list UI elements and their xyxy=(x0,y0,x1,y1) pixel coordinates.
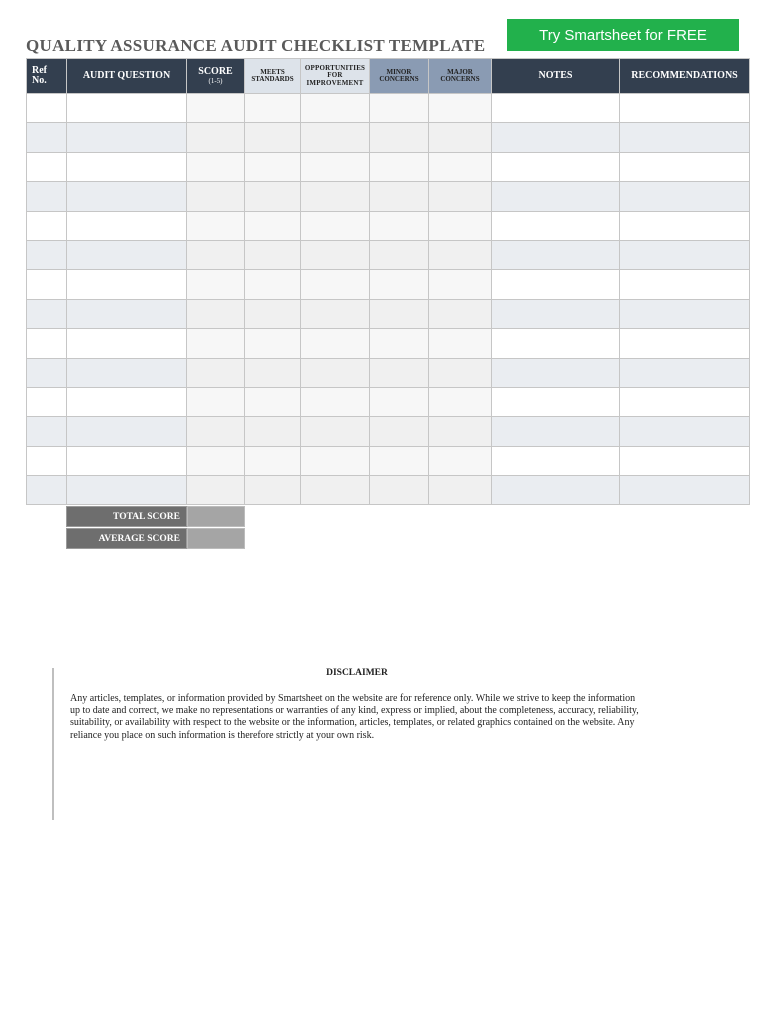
cell-opportunities[interactable] xyxy=(301,211,370,240)
cell-question[interactable] xyxy=(67,446,187,475)
table-row xyxy=(27,94,750,123)
cell-meets[interactable] xyxy=(245,182,301,211)
total-score-row xyxy=(66,506,245,527)
cell-minor[interactable] xyxy=(370,329,429,358)
cell-recommendations[interactable] xyxy=(620,329,750,358)
table-row xyxy=(27,299,750,328)
cell-major[interactable] xyxy=(429,446,492,475)
cell-notes[interactable] xyxy=(492,358,620,387)
total-score-value[interactable] xyxy=(187,506,245,527)
cell-question[interactable] xyxy=(67,387,187,416)
cell-score[interactable] xyxy=(187,446,245,475)
table-row xyxy=(27,211,750,240)
cell-opportunities[interactable] xyxy=(301,123,370,152)
cell-meets[interactable] xyxy=(245,123,301,152)
cell-question[interactable] xyxy=(67,476,187,505)
cell-notes[interactable] xyxy=(492,240,620,269)
table-row xyxy=(27,152,750,181)
cell-opportunities[interactable] xyxy=(301,329,370,358)
cell-ref[interactable] xyxy=(27,476,67,505)
col-header-score-range: (1-5) xyxy=(208,76,223,85)
cell-minor[interactable] xyxy=(370,299,429,328)
cell-opportunities[interactable] xyxy=(301,270,370,299)
cell-question[interactable] xyxy=(67,240,187,269)
cell-notes[interactable] xyxy=(492,446,620,475)
disclaimer-title: DISCLAIMER xyxy=(326,668,388,678)
cell-recommendations[interactable] xyxy=(620,417,750,446)
cell-ref[interactable] xyxy=(27,299,67,328)
cell-recommendations[interactable] xyxy=(620,211,750,240)
col-header-meets-standards: MEETS STANDARDS xyxy=(245,59,301,94)
cell-score[interactable] xyxy=(187,94,245,123)
average-score-row xyxy=(66,528,245,549)
cell-ref[interactable] xyxy=(27,240,67,269)
cell-score[interactable] xyxy=(187,240,245,269)
cell-minor[interactable] xyxy=(370,358,429,387)
col-header-recommendations: RECOMMENDATIONS xyxy=(620,59,750,94)
table-row xyxy=(27,123,750,152)
try-smartsheet-button[interactable]: Try Smartsheet for FREE xyxy=(507,19,739,51)
cell-major[interactable] xyxy=(429,270,492,299)
table-row xyxy=(27,387,750,416)
cell-major[interactable] xyxy=(429,387,492,416)
average-score-value[interactable] xyxy=(187,528,245,549)
cell-notes[interactable] xyxy=(492,270,620,299)
cell-notes[interactable] xyxy=(492,417,620,446)
table-row xyxy=(27,476,750,505)
cell-notes[interactable] xyxy=(492,387,620,416)
cell-minor[interactable] xyxy=(370,152,429,181)
cell-meets[interactable] xyxy=(245,211,301,240)
cell-minor[interactable] xyxy=(370,240,429,269)
cell-meets[interactable] xyxy=(245,446,301,475)
col-header-score xyxy=(187,59,245,94)
cell-score[interactable] xyxy=(187,270,245,299)
cell-major[interactable] xyxy=(429,358,492,387)
cell-meets[interactable] xyxy=(245,329,301,358)
cell-ref[interactable] xyxy=(27,123,67,152)
cell-ref[interactable] xyxy=(27,152,67,181)
cell-major[interactable] xyxy=(429,123,492,152)
cell-recommendations[interactable] xyxy=(620,387,750,416)
col-header-score-label: SCORE xyxy=(198,66,233,78)
cell-recommendations[interactable] xyxy=(620,123,750,152)
cell-minor[interactable] xyxy=(370,476,429,505)
cell-question[interactable] xyxy=(67,417,187,446)
cell-notes[interactable] xyxy=(492,94,620,123)
cell-notes[interactable] xyxy=(492,152,620,181)
cell-minor[interactable] xyxy=(370,182,429,211)
cell-question[interactable] xyxy=(67,152,187,181)
cell-ref[interactable] xyxy=(27,417,67,446)
cell-score[interactable] xyxy=(187,358,245,387)
cell-minor[interactable] xyxy=(370,211,429,240)
cell-notes[interactable] xyxy=(492,476,620,505)
cell-notes[interactable] xyxy=(492,123,620,152)
cell-score[interactable] xyxy=(187,476,245,505)
col-header-minor-concerns: MINOR CONCERNS xyxy=(370,59,429,94)
cell-meets[interactable] xyxy=(245,240,301,269)
cell-minor[interactable] xyxy=(370,270,429,299)
cell-opportunities[interactable] xyxy=(301,299,370,328)
table-body xyxy=(27,94,750,505)
cell-major[interactable] xyxy=(429,211,492,240)
cell-minor[interactable] xyxy=(370,417,429,446)
cell-major[interactable] xyxy=(429,299,492,328)
disclaimer-text: Any articles, templates, or information provided by Smartsheet on the website are for reference only. While we strive to keep the information up to date and correct, we make no representations or warranties of any kind, express or implied, about the completeness, accuracy, reliability, suitability, or availability with respect to the website or the information, articles, templates, or related graphics contained on the website. Any reliance you place on such information is therefore strictly at your own risk. xyxy=(70,693,639,741)
cell-ref[interactable] xyxy=(27,270,67,299)
cell-opportunities[interactable] xyxy=(301,152,370,181)
cell-major[interactable] xyxy=(429,152,492,181)
cell-question[interactable] xyxy=(67,211,187,240)
cell-question[interactable] xyxy=(67,94,187,123)
cell-ref[interactable] xyxy=(27,329,67,358)
cell-major[interactable] xyxy=(429,94,492,123)
cell-question[interactable] xyxy=(67,270,187,299)
cell-question[interactable] xyxy=(67,329,187,358)
table-row xyxy=(27,446,750,475)
cell-recommendations[interactable] xyxy=(620,476,750,505)
cell-opportunities[interactable] xyxy=(301,94,370,123)
table-header-row xyxy=(27,59,750,94)
cell-minor[interactable] xyxy=(370,123,429,152)
cell-minor[interactable] xyxy=(370,446,429,475)
table-row xyxy=(27,240,750,269)
disclaimer-box xyxy=(52,668,644,820)
cell-ref[interactable] xyxy=(27,387,67,416)
cell-ref[interactable] xyxy=(27,358,67,387)
cell-notes[interactable] xyxy=(492,182,620,211)
col-header-audit-question: AUDIT QUESTION xyxy=(67,59,187,94)
cell-question[interactable] xyxy=(67,358,187,387)
cell-meets[interactable] xyxy=(245,387,301,416)
cell-ref[interactable] xyxy=(27,446,67,475)
cell-notes[interactable] xyxy=(492,299,620,328)
cell-major[interactable] xyxy=(429,240,492,269)
table-row xyxy=(27,358,750,387)
cell-meets[interactable] xyxy=(245,152,301,181)
cell-opportunities[interactable] xyxy=(301,446,370,475)
table-row xyxy=(27,270,750,299)
cell-major[interactable] xyxy=(429,182,492,211)
cell-score[interactable] xyxy=(187,211,245,240)
table-row xyxy=(27,182,750,211)
average-score-label: AVERAGE SCORE xyxy=(66,528,187,549)
cell-notes[interactable] xyxy=(492,329,620,358)
cell-score[interactable] xyxy=(187,299,245,328)
cell-meets[interactable] xyxy=(245,417,301,446)
cell-meets[interactable] xyxy=(245,299,301,328)
cell-meets[interactable] xyxy=(245,358,301,387)
cell-opportunities[interactable] xyxy=(301,240,370,269)
cell-meets[interactable] xyxy=(245,270,301,299)
cell-major[interactable] xyxy=(429,417,492,446)
cell-recommendations[interactable] xyxy=(620,358,750,387)
cell-recommendations[interactable] xyxy=(620,446,750,475)
cell-score[interactable] xyxy=(187,182,245,211)
cell-minor[interactable] xyxy=(370,94,429,123)
cell-major[interactable] xyxy=(429,329,492,358)
cell-recommendations[interactable] xyxy=(620,299,750,328)
cell-score[interactable] xyxy=(187,329,245,358)
cell-question[interactable] xyxy=(67,299,187,328)
cell-question[interactable] xyxy=(67,182,187,211)
cell-ref[interactable] xyxy=(27,182,67,211)
cell-meets[interactable] xyxy=(245,476,301,505)
cell-score[interactable] xyxy=(187,152,245,181)
cell-ref[interactable] xyxy=(27,211,67,240)
cell-major[interactable] xyxy=(429,476,492,505)
col-header-ref: Ref No. xyxy=(27,59,67,94)
cell-question[interactable] xyxy=(67,123,187,152)
cell-score[interactable] xyxy=(187,417,245,446)
cell-recommendations[interactable] xyxy=(620,182,750,211)
cell-recommendations[interactable] xyxy=(620,270,750,299)
cell-recommendations[interactable] xyxy=(620,240,750,269)
table-row xyxy=(27,417,750,446)
col-header-opportunities: OPPORTUNITIES FOR IMPROVEMENT xyxy=(301,59,370,94)
cell-opportunities[interactable] xyxy=(301,476,370,505)
cell-recommendations[interactable] xyxy=(620,94,750,123)
cell-meets[interactable] xyxy=(245,94,301,123)
cell-opportunities[interactable] xyxy=(301,358,370,387)
cell-score[interactable] xyxy=(187,387,245,416)
cell-opportunities[interactable] xyxy=(301,417,370,446)
cell-ref[interactable] xyxy=(27,94,67,123)
cell-notes[interactable] xyxy=(492,211,620,240)
cell-recommendations[interactable] xyxy=(620,152,750,181)
cell-opportunities[interactable] xyxy=(301,387,370,416)
audit-checklist-table xyxy=(26,58,750,505)
total-score-label: TOTAL SCORE xyxy=(66,506,187,527)
cell-score[interactable] xyxy=(187,123,245,152)
cell-opportunities[interactable] xyxy=(301,182,370,211)
cell-minor[interactable] xyxy=(370,387,429,416)
page-title: QUALITY ASSURANCE AUDIT CHECKLIST TEMPLATE xyxy=(26,36,486,55)
table-row xyxy=(27,329,750,358)
col-header-notes: NOTES xyxy=(492,59,620,94)
col-header-major-concerns: MAJOR CONCERNS xyxy=(429,59,492,94)
